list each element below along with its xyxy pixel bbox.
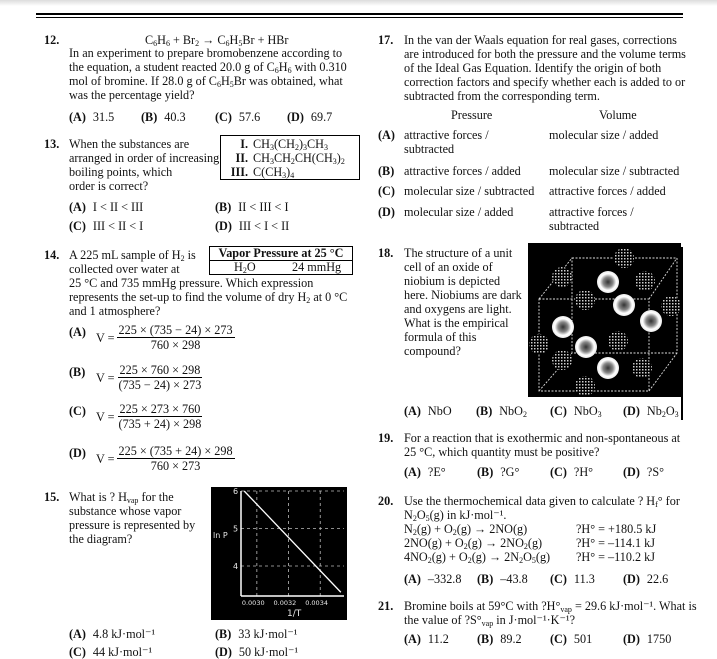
substance-item bbox=[226, 165, 354, 179]
option-letter: (D) bbox=[378, 205, 395, 219]
reaction-equation: 2NO(g) + O2(g) → 2NO2(g) bbox=[404, 536, 543, 551]
option-text: Nb2O3 bbox=[646, 404, 679, 419]
text-line: N2O5(g) in kJ·mol⁻¹. bbox=[404, 508, 507, 523]
text-line: the value of ?S°vap in J·mol⁻¹·K⁻¹? bbox=[404, 613, 575, 628]
y-tick-label: 5 bbox=[233, 524, 239, 534]
option-a-letter[interactable]: (A) bbox=[69, 325, 86, 339]
numerator: 225 × 760 × 298 bbox=[119, 363, 201, 377]
text-line: the equation, a student reacted 20.0 g of C6H6 with 0.310 bbox=[69, 60, 347, 75]
question-text bbox=[69, 46, 347, 102]
substance-label: I. bbox=[240, 137, 248, 151]
question-number: 14. bbox=[44, 248, 60, 262]
data-line bbox=[244, 491, 341, 592]
option-letter: (A) bbox=[404, 404, 421, 418]
option-b[interactable] bbox=[477, 572, 528, 586]
question-text bbox=[404, 33, 686, 103]
question-number: 19. bbox=[378, 431, 394, 445]
y-tick-label: 4 bbox=[233, 562, 239, 571]
option-c-expression[interactable] bbox=[96, 402, 203, 431]
option-c[interactable] bbox=[69, 645, 152, 659]
text-line: The structure of a unit bbox=[404, 246, 513, 260]
option-letter: (C) bbox=[378, 184, 395, 198]
x-tick-label: 0.0032 bbox=[273, 599, 297, 607]
text-line: formula of this bbox=[404, 330, 477, 344]
answer-line: attractive forces / bbox=[404, 128, 489, 142]
text-line: represents the set-up to find the volume of dry H2 at 0 °C bbox=[69, 290, 348, 305]
question-number: 13. bbox=[44, 137, 60, 151]
option-letter: (B) bbox=[215, 200, 232, 214]
option-letter: (A) bbox=[69, 110, 86, 124]
option-c[interactable] bbox=[550, 632, 592, 646]
text-line: substance whose vapor bbox=[69, 504, 182, 518]
option-c[interactable] bbox=[215, 110, 260, 124]
answer-line: subtracted bbox=[404, 142, 455, 156]
reaction-equation: N2(g) + O2(g) → 2NO(g) bbox=[404, 522, 528, 537]
substance-list bbox=[226, 137, 354, 179]
option-letter: (B) bbox=[477, 572, 494, 586]
unit-cell-svg bbox=[528, 243, 681, 397]
option-c[interactable] bbox=[550, 465, 593, 479]
option-letter: (C) bbox=[550, 465, 567, 479]
option-letter: (A) bbox=[404, 572, 421, 586]
question-number: 20. bbox=[378, 494, 394, 508]
option-b[interactable] bbox=[215, 200, 289, 214]
x-tick-label: 0.0034 bbox=[305, 599, 328, 607]
v-label: V = bbox=[96, 330, 115, 345]
option-a[interactable] bbox=[404, 404, 452, 418]
option-text: NbO3 bbox=[573, 404, 602, 419]
option-letter: (B) bbox=[477, 632, 494, 646]
answer-line: subtracted bbox=[549, 219, 600, 233]
substance-formula: C(CH3)4 bbox=[253, 165, 295, 180]
option-letter: (B) bbox=[141, 110, 158, 124]
answer-line: attractive forces / bbox=[549, 205, 634, 219]
numerator: 225 × 273 × 760 bbox=[119, 402, 201, 416]
column-header-pressure: Pressure bbox=[451, 108, 493, 122]
option-letter: (D) bbox=[215, 645, 232, 659]
text-line: order is correct? bbox=[69, 179, 149, 193]
option-text: NbO2 bbox=[499, 404, 527, 419]
option-letter: (D) bbox=[215, 219, 232, 233]
text-line: are introduced for both the pressure and the volume terms bbox=[404, 47, 686, 61]
text-line: the diagram? bbox=[69, 532, 133, 546]
unit-cell-image bbox=[528, 243, 681, 397]
option-c[interactable] bbox=[550, 572, 595, 586]
option-letter: (B) bbox=[215, 627, 232, 641]
option-text: 33 kJ·mol⁻¹ bbox=[238, 627, 298, 641]
option-b[interactable] bbox=[141, 110, 186, 124]
option-text: –332.8 bbox=[427, 572, 462, 586]
table-title: Vapor Pressure at 25 °C bbox=[210, 247, 352, 261]
option-a[interactable] bbox=[69, 627, 155, 641]
v-label: V = bbox=[96, 451, 115, 466]
option-letter: (A) bbox=[404, 632, 421, 646]
right-frame-line bbox=[681, 247, 683, 420]
option-b[interactable] bbox=[477, 632, 522, 646]
reaction-enthalpy: ?H° = –110.2 kJ bbox=[576, 550, 655, 564]
option-text: 501 bbox=[573, 632, 593, 646]
substance-label: II. bbox=[235, 151, 248, 165]
text-line: was the percentage yield? bbox=[69, 88, 195, 102]
text-line: compound? bbox=[404, 344, 461, 358]
text-line: In an experiment to prepare bromobenzene according to bbox=[69, 46, 343, 60]
x-tick-label: 0.0030 bbox=[241, 599, 265, 607]
volume-answer: attractive forces / added bbox=[549, 184, 666, 198]
option-text: 4.8 kJ·mol⁻¹ bbox=[92, 627, 156, 641]
option-text: 31.5 bbox=[92, 110, 115, 124]
text-line: In the van der Waals equation for real gases, corrections bbox=[404, 33, 677, 47]
option-letter: (B) bbox=[476, 404, 493, 418]
option-b[interactable] bbox=[477, 465, 519, 479]
text-line: pressure is represented by bbox=[69, 518, 196, 532]
option-text: 22.6 bbox=[646, 572, 669, 586]
option-c-letter[interactable]: (C) bbox=[69, 404, 86, 418]
substance-item bbox=[226, 151, 354, 165]
option-text: 44 kJ·mol⁻¹ bbox=[92, 645, 153, 659]
option-text: ?S° bbox=[646, 465, 664, 479]
option-d[interactable] bbox=[215, 219, 289, 233]
option-text: 89.2 bbox=[500, 632, 522, 646]
question-text bbox=[69, 137, 219, 193]
option-letter: (A) bbox=[69, 200, 86, 214]
option-a[interactable] bbox=[69, 110, 114, 124]
denominator: 760 × 273 bbox=[150, 459, 201, 473]
column-header-volume: Volume bbox=[599, 108, 637, 122]
text-line: of the Ideal Gas Equation. Identify the origin of both bbox=[404, 61, 662, 75]
option-d-letter[interactable]: (D) bbox=[69, 446, 86, 460]
question-number: 15. bbox=[44, 490, 60, 504]
volume-answer bbox=[549, 205, 634, 233]
pressure-answer: molecular size / subtracted bbox=[404, 184, 535, 198]
numerator: 225 × (735 + 24) × 298 bbox=[118, 444, 233, 458]
option-text: ?G° bbox=[500, 465, 520, 479]
text-line: and oxygens are light. bbox=[404, 302, 512, 316]
text-line: What is the empirical bbox=[404, 316, 509, 330]
pressure-answer bbox=[404, 128, 489, 156]
option-c[interactable] bbox=[69, 219, 143, 233]
option-b-expression[interactable] bbox=[96, 363, 203, 392]
option-letter: (C) bbox=[69, 219, 86, 233]
option-d[interactable] bbox=[623, 572, 668, 586]
reaction-equation: C6H6 + Br2 → C6H5Br + HBr bbox=[145, 33, 289, 48]
table-value: 24 mmHg bbox=[292, 260, 342, 274]
option-text: III < II < I bbox=[92, 219, 144, 233]
volume-answer: molecular size / subtracted bbox=[549, 164, 680, 178]
text-line: 25 °C and 735 mmHg pressure. Which expression bbox=[69, 276, 314, 290]
text-line: subtracted from the corresponding term. bbox=[404, 89, 600, 103]
question-text bbox=[404, 599, 697, 627]
option-b[interactable] bbox=[215, 627, 297, 641]
text-line: For a reaction that is exothermic and non-spontaneous at bbox=[404, 431, 681, 445]
vapor-pressure-table bbox=[209, 246, 353, 275]
denominator: (735 + 24) × 298 bbox=[118, 417, 202, 431]
option-letter: (C) bbox=[215, 110, 232, 124]
option-letter: (D) bbox=[623, 404, 640, 418]
top-shadow bbox=[0, 0, 717, 6]
substances-box bbox=[220, 135, 360, 180]
substance-formula: CH3CH2CH(CH3)2 bbox=[253, 151, 345, 166]
reaction-enthalpy: ?H° = –114.1 kJ bbox=[576, 536, 655, 550]
option-text: NbO bbox=[427, 404, 452, 418]
option-letter: (B) bbox=[477, 465, 494, 479]
option-letter: (D) bbox=[623, 572, 640, 586]
option-text: 11.3 bbox=[573, 572, 595, 586]
option-d[interactable] bbox=[287, 110, 332, 124]
option-letter: (C) bbox=[69, 645, 86, 659]
option-text: 1750 bbox=[646, 632, 672, 646]
graph-ticks bbox=[233, 487, 328, 607]
option-a-expression[interactable] bbox=[96, 323, 235, 352]
pressure-answer: attractive forces / added bbox=[404, 164, 521, 178]
text-line: A 225 mL sample of H2 is bbox=[69, 248, 196, 263]
text-line: Use the thermochemical data given to calculate ? Hf° for bbox=[404, 494, 680, 509]
option-letter: (D) bbox=[623, 465, 640, 479]
option-d[interactable] bbox=[623, 465, 664, 479]
pressure-answer: molecular size / added bbox=[404, 205, 514, 219]
table-substance: H2O bbox=[234, 260, 256, 275]
substance-label: III. bbox=[230, 165, 248, 179]
option-b[interactable] bbox=[476, 404, 527, 418]
text-line: and 1 atmosphere? bbox=[69, 304, 161, 318]
option-text: III < I < II bbox=[238, 219, 290, 233]
reaction-enthalpy: ?H° = +180.5 kJ bbox=[576, 522, 657, 536]
graph-svg bbox=[211, 487, 347, 620]
option-a[interactable] bbox=[69, 200, 143, 214]
option-letter: (D) bbox=[287, 110, 304, 124]
text-line: cell of an oxide of bbox=[404, 260, 493, 274]
numerator: 225 × (735 − 24) × 273 bbox=[118, 323, 233, 337]
header-rule-bottom bbox=[36, 17, 683, 18]
text-line: correction factors and specify whether each is added to or bbox=[404, 75, 686, 89]
text-line: collected over water at bbox=[69, 262, 180, 276]
option-text: I < II < III bbox=[92, 200, 144, 214]
option-d[interactable] bbox=[215, 645, 298, 659]
text-line: 25 °C, which quantity must be positive? bbox=[404, 445, 600, 459]
option-d-expression[interactable] bbox=[96, 444, 235, 473]
option-letter: (C) bbox=[550, 572, 567, 586]
option-a[interactable] bbox=[404, 632, 449, 646]
option-letter: (A) bbox=[378, 128, 395, 142]
text-line: When the substances are bbox=[69, 137, 190, 151]
denominator: (735 − 24) × 273 bbox=[118, 378, 202, 392]
reaction-equation: 4NO2(g) + O2(g) → 2N2O5(g) bbox=[404, 550, 551, 565]
option-a[interactable] bbox=[404, 465, 446, 479]
option-letter: (C) bbox=[550, 632, 567, 646]
text-line: boiling points, which bbox=[69, 165, 173, 179]
question-text bbox=[69, 490, 195, 546]
option-b-letter[interactable]: (B) bbox=[69, 365, 86, 379]
option-letter: (C) bbox=[550, 404, 567, 418]
option-text: –43.8 bbox=[500, 572, 528, 586]
y-tick-label: 6 bbox=[233, 487, 239, 496]
option-text: II < III < I bbox=[238, 200, 289, 214]
text-line: arranged in order of increasing bbox=[69, 151, 220, 165]
option-letter: (D) bbox=[623, 632, 640, 646]
text-line: mol of bromine. If 28.0 g of C6H5Br was obtained, what bbox=[69, 74, 343, 89]
v-label: V = bbox=[96, 409, 115, 424]
option-text: 11.2 bbox=[427, 632, 449, 646]
option-letter: (B) bbox=[378, 164, 395, 178]
question-text bbox=[404, 431, 680, 459]
x-axis-label: 1/T bbox=[287, 609, 302, 619]
option-d[interactable] bbox=[623, 404, 679, 418]
question-number: 17. bbox=[378, 33, 394, 47]
text-line: niobium is depicted bbox=[404, 274, 501, 288]
option-text: 57.6 bbox=[238, 110, 261, 124]
option-letter: (A) bbox=[69, 627, 86, 641]
question-number: 18. bbox=[378, 246, 394, 260]
v-label: V = bbox=[96, 370, 115, 385]
question-number: 21. bbox=[378, 599, 394, 613]
text-line: here. Niobiums are dark bbox=[404, 288, 522, 302]
option-text: ?E° bbox=[427, 465, 446, 479]
question-number: 12. bbox=[44, 33, 60, 47]
text-line: What is ? Hvap for the bbox=[69, 490, 174, 505]
question-text bbox=[404, 494, 680, 522]
option-d[interactable] bbox=[623, 632, 671, 646]
option-letter: (A) bbox=[404, 465, 421, 479]
question-text bbox=[404, 246, 522, 358]
substance-item bbox=[226, 137, 354, 151]
text-line: Bromine boils at 59°C with ?H°vap = 29.6 kJ·mol⁻¹. What is bbox=[404, 599, 697, 614]
y-axis-label: ln P bbox=[213, 531, 228, 540]
substance-formula: CH3(CH2)3CH3 bbox=[253, 137, 328, 152]
option-text: 69.7 bbox=[310, 110, 333, 124]
volume-answer: molecular size / added bbox=[549, 128, 659, 142]
option-text: 40.3 bbox=[164, 110, 186, 124]
option-a[interactable] bbox=[404, 572, 461, 586]
vapor-pressure-graph bbox=[211, 487, 347, 620]
option-text: ?H° bbox=[573, 465, 594, 479]
option-c[interactable] bbox=[550, 404, 602, 418]
header-rule-top bbox=[36, 13, 683, 15]
denominator: 760 × 298 bbox=[150, 338, 201, 352]
option-text: 50 kJ·mol⁻¹ bbox=[238, 645, 299, 659]
